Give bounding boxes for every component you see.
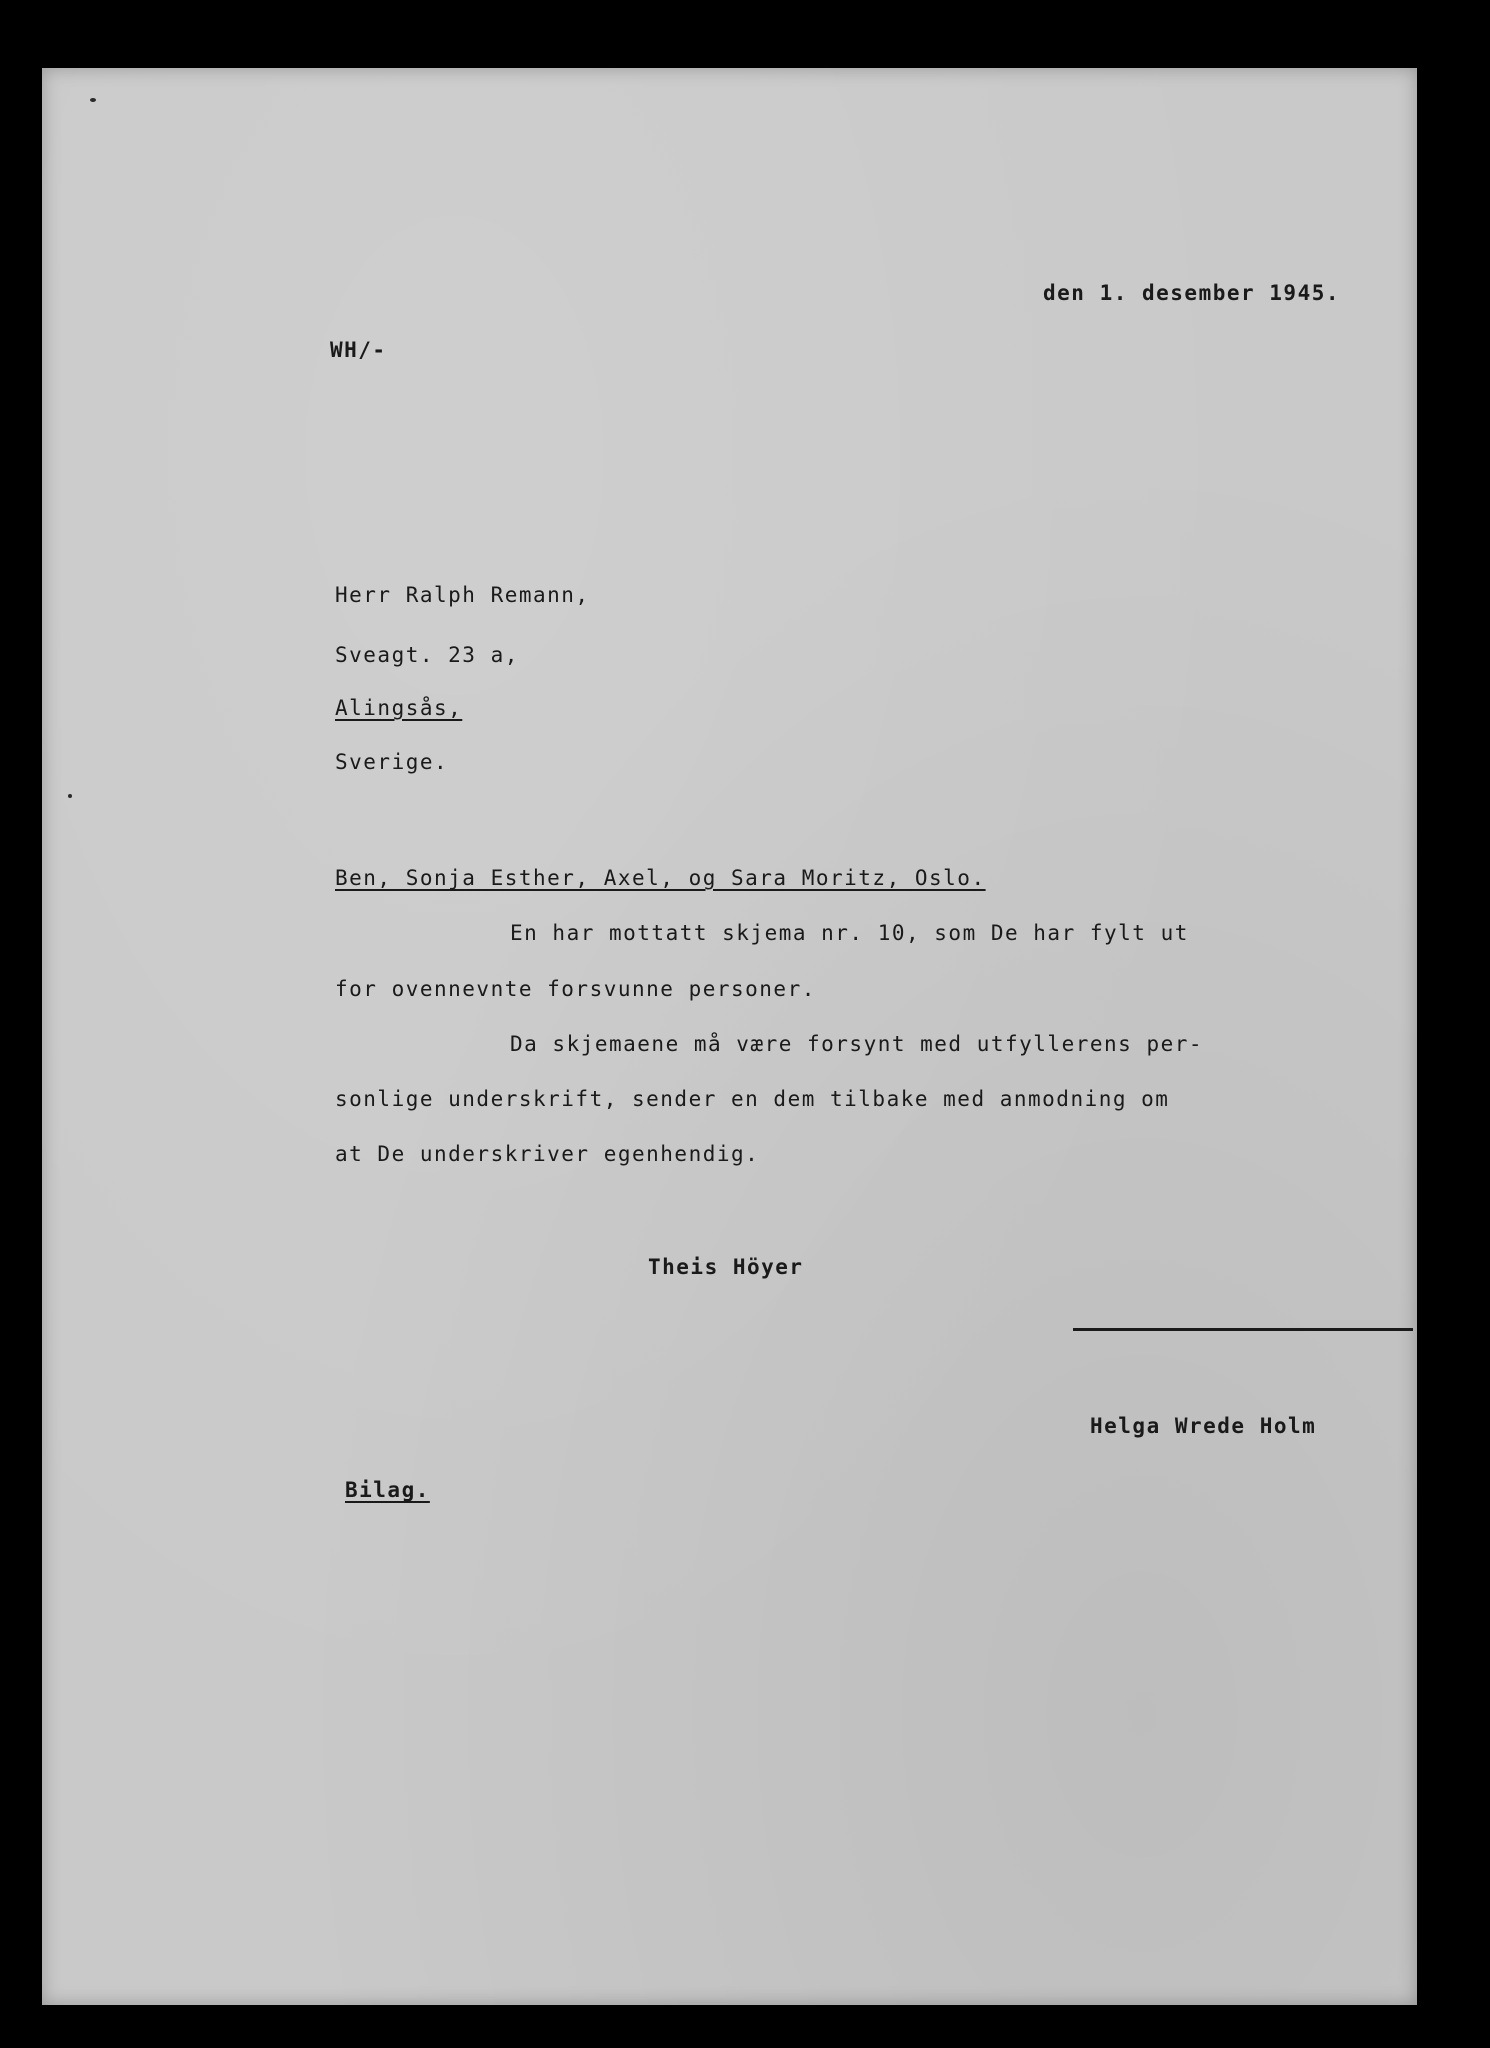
paper-speck (90, 98, 96, 102)
recipient-country: Sverige. (335, 750, 449, 774)
body-line: Da skjemaene må være forsynt med utfyllerens per- (510, 1032, 1204, 1056)
body-line: En har mottatt skjema nr. 10, som De har fylt ut (510, 921, 1189, 945)
signature-line (1073, 1328, 1413, 1331)
signer-name: Theis Höyer (648, 1255, 804, 1279)
letter-date: den 1. desember 1945. (1043, 281, 1341, 305)
body-line: sonlige underskrift, sender en dem tilbake med anmodning om (335, 1087, 1170, 1111)
body-line: at De underskriver egenhendig. (335, 1142, 760, 1166)
signer-name-secondary: Helga Wrede Holm (1090, 1414, 1317, 1438)
enclosure-note: Bilag. (345, 1478, 430, 1502)
recipient-name: Herr Ralph Remann, (335, 583, 590, 607)
recipient-street: Sveagt. 23 a, (335, 643, 519, 667)
recipient-city: Alingsås, (335, 696, 463, 720)
paper-speck (68, 794, 72, 798)
subject-line: Ben, Sonja Esther, Axel, og Sara Moritz, Oslo. (335, 866, 986, 890)
body-line: for ovennevnte forsvunne personer. (335, 977, 816, 1001)
reference-mark: WH/- (330, 338, 387, 362)
